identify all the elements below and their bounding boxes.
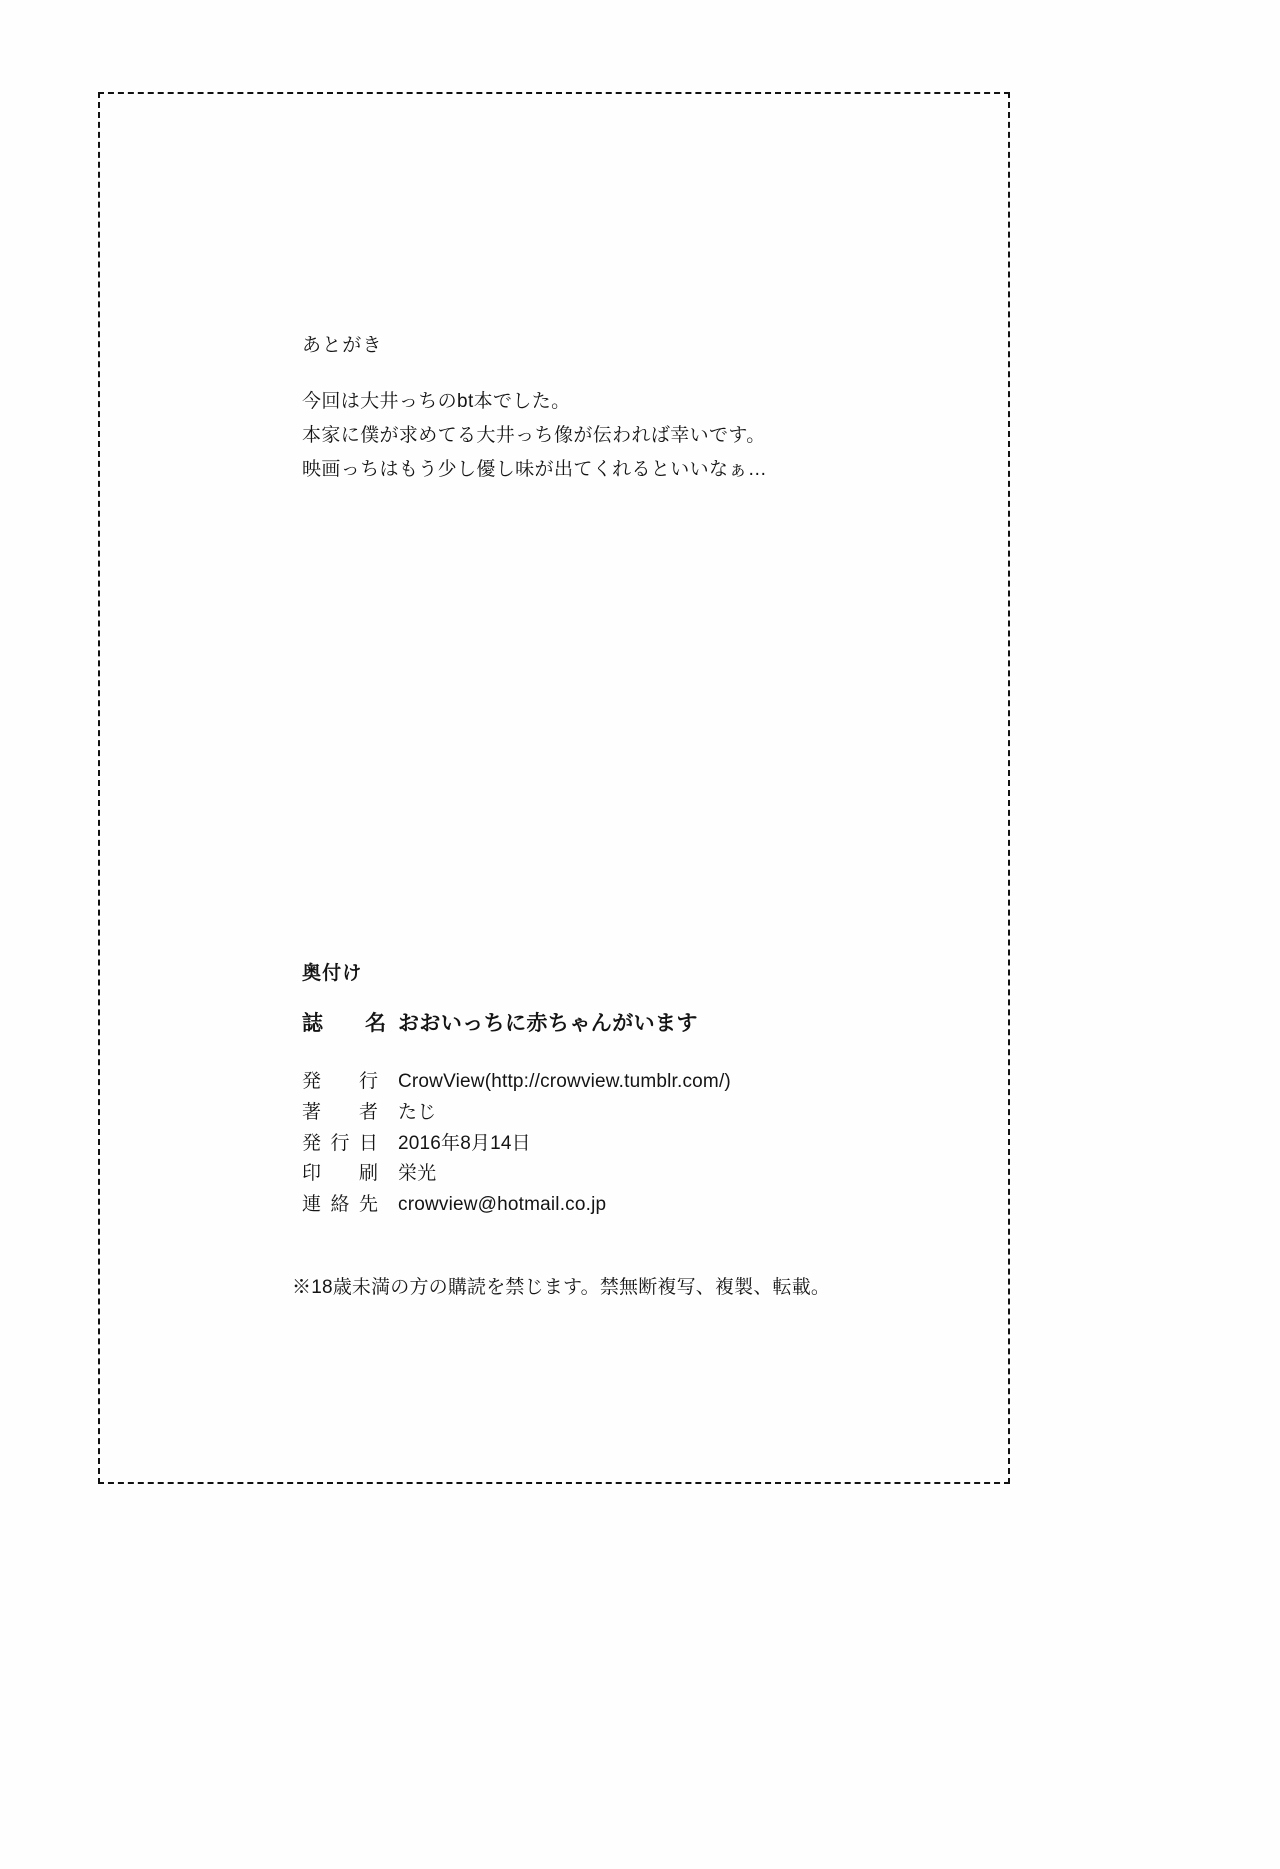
colophon-row [302, 1067, 962, 1098]
colophon-row-value: CrowView(http://crowview.tumblr.com/) [398, 1071, 731, 1092]
colophon-row [302, 1129, 962, 1160]
colophon-row-value: 2016年8月14日 [398, 1132, 531, 1154]
colophon-row-label: 著 者 [302, 1101, 388, 1123]
colophon-row-value: crowview@hotmail.co.jp [398, 1194, 607, 1216]
colophon-heading: 奥付け [302, 963, 363, 984]
afterword-heading: あとがき [302, 335, 383, 356]
afterword-line: 今回は大井っちのbt本でした。 [302, 391, 571, 412]
colophon-row-label: 印 刷 [302, 1163, 388, 1185]
colophon-row [302, 1159, 962, 1190]
afterword-body [302, 387, 942, 485]
colophon-rows [302, 1067, 962, 1221]
colophon-section [302, 958, 962, 1221]
colophon-row [302, 1098, 962, 1129]
colophon-row-label: 発 行 [302, 1071, 388, 1092]
colophon-row-label: 発行日 [302, 1132, 388, 1154]
age-restriction-notice: ※18歳未満の方の購読を禁じます。禁無断複写、複製、転載。 [292, 1277, 831, 1298]
afterword-line: 本家に僕が求めてる大井っち像が伝われば幸いです。 [302, 425, 766, 447]
colophon-title-label: 誌 名 [302, 1012, 397, 1035]
colophon-title-value: おおいっちに赤ちゃんがいます [398, 1012, 698, 1035]
colophon-row-value: たじ [398, 1101, 437, 1123]
colophon-row-value: 栄光 [398, 1163, 437, 1185]
afterword-line: 映画っちはもう少し優し味が出てくれるといいなぁ… [302, 459, 768, 481]
colophon-row [302, 1190, 962, 1221]
afterword-section [302, 330, 942, 489]
colophon-row-label: 連絡先 [302, 1194, 388, 1216]
colophon-title-row [302, 1007, 962, 1037]
